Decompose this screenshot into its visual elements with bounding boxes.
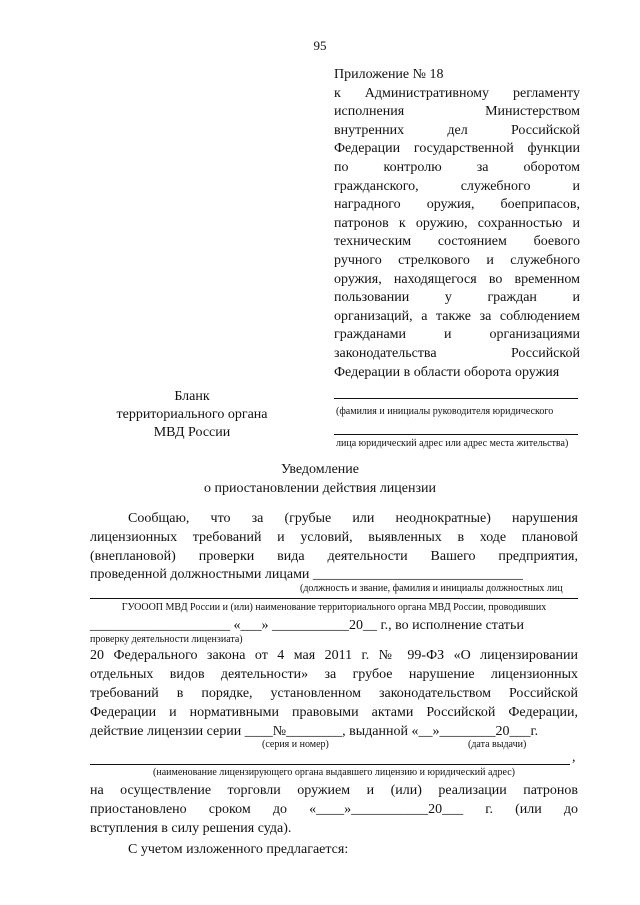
appendix-line: законодательства Российской — [334, 345, 580, 361]
body-line: лицензионных требований и условий, выявленных в ходе плановой — [90, 530, 578, 545]
appendix-line: по контролю за оборотом — [334, 159, 580, 175]
appendix-line: оружия, находящегося во временном — [334, 271, 580, 287]
body-line: проведенной должностными лицами ______________________________ — [90, 567, 523, 582]
appendix-line: пользовании у граждан и — [334, 290, 580, 306]
body-line: приостановлено сроком до «____»___________20___ г. (или до — [90, 802, 578, 817]
body-line: требований в порядке, установленном законодательством Российской — [90, 686, 578, 701]
appendix-line: к Административному регламенту — [334, 85, 580, 101]
appendix-line: гражданами и организациями — [334, 327, 580, 343]
appendix-line: организаций, а также за соблюдением — [334, 308, 580, 324]
caption-check: проверку деятельности лицензиата) — [90, 634, 243, 645]
caption-issue-date: (дата выдачи) — [468, 739, 527, 750]
blank-territorial: территориального органа — [116, 407, 268, 422]
licensing-comma: , — [572, 750, 576, 765]
body-line: (внеплановой) проверки вида деятельности Вашего предприятия, — [90, 549, 578, 564]
body-line: отдельных видов деятельности» за грубое нарушение лицензионных — [90, 667, 578, 682]
appendix-block — [334, 66, 580, 382]
appendix-line: патронов к оружию, сохранностью и — [334, 215, 580, 231]
recipient-caption-2: лица юридический адрес или адрес места жительства) — [336, 438, 569, 449]
body-line: вступления в силу решения суда). — [90, 821, 292, 836]
appendix-line: исполнения Министерством — [334, 104, 580, 120]
body-line: Федерации и нормативными правовыми актами Российской Федерации, — [90, 705, 578, 720]
appendix-line: Федерации государственной функции — [334, 141, 580, 157]
recipient-line-2 — [334, 434, 578, 435]
appendix-title: Приложение № 18 — [334, 67, 444, 82]
body-line: С учетом изложенного предлагается: — [128, 842, 349, 857]
blank-label: Бланк — [174, 389, 210, 404]
blank-mvd: МВД России — [153, 425, 231, 440]
appendix-line: гражданского, служебного и — [334, 178, 580, 194]
license-line: действие лицензии серии ____№________, выданной «__»________20___г. — [90, 724, 539, 739]
date-line: ____________________ «___» ___________20__ г., во исполнение статьи — [90, 618, 524, 633]
notice-title: Уведомление — [280, 462, 359, 477]
body-line: Сообщаю, что за (грубые или неоднократные) нарушения — [128, 511, 578, 526]
officials-line — [90, 598, 578, 599]
body-line: 20 Федерального закона от 4 мая 2011 г. № 99-ФЗ «О лицензировании — [90, 648, 578, 663]
appendix-line: техническим состоянием боевого — [334, 234, 580, 250]
notice-subtitle: о приостановлении действия лицензии — [203, 481, 437, 496]
caption-gu: ГУОООП МВД России и (или) наименование территориального органа МВД России, проводивших — [121, 602, 547, 613]
body-line: на осуществление торговли оружием и (или) реализации патронов — [90, 783, 578, 798]
appendix-line: Федерации в области оборота оружия — [334, 364, 560, 380]
page-number: 95 — [313, 38, 327, 53]
recipient-caption-1: (фамилия и инициалы руководителя юридического — [336, 406, 554, 417]
appendix-line: ручного стрелкового и служебного — [334, 252, 580, 268]
appendix-line: внутренних дел Российской — [334, 122, 580, 138]
recipient-line-1 — [334, 398, 578, 399]
licensing-authority-line — [90, 764, 570, 765]
blank-header — [92, 388, 292, 442]
appendix-line: наградного оружия, боеприпасов, — [334, 197, 580, 213]
caption-officials: (должность и звание, фамилия и инициалы должностных лиц — [300, 583, 563, 594]
caption-licensing: (наименование лицензирующего органа выдавшего лицензию и юридический адрес) — [153, 767, 515, 778]
caption-series: (серия и номер) — [262, 739, 329, 750]
